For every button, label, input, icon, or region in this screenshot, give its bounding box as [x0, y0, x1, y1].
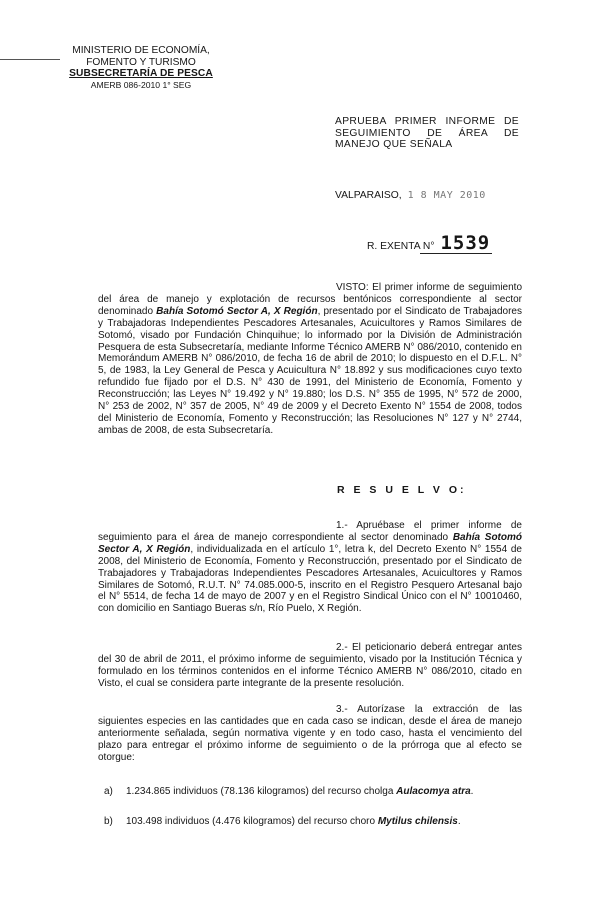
visto-sector: Bahía Sotomó Sector A, X Región — [156, 305, 318, 317]
item-text: 1.234.865 individuos (78.136 kilogramos) del recurso cholga — [126, 786, 397, 797]
item-label: a) — [104, 786, 113, 797]
item-end: . — [457, 816, 461, 827]
scan-artifact-line — [0, 59, 60, 60]
item-text: 103.498 individuos (4.476 kilogramos) del recurso choro — [126, 816, 378, 827]
city: VALPARAISO, — [335, 190, 402, 201]
date-stamp: 1 8 MAY 2010 — [407, 190, 486, 201]
item-end: . — [470, 786, 474, 797]
article-3-text: 3.- Autorízase la extracción de las siguientes especies en las cantidades que en cada caso se indican, desde el área de manejo anteriormente señalada, según normativa vigente y en todo caso, hasta el vencimiento del plazo para entregar el próximo informe de seguimiento o de la prórroga que al efecto se otorgue: — [98, 704, 522, 763]
visto-paragraph — [98, 282, 522, 437]
item-label: b) — [104, 816, 113, 827]
list-item — [104, 786, 473, 797]
letterhead — [56, 45, 226, 91]
visto-body: , presentado por el Sindicato de Trabajadores y Trabajadoras Independientes Pescadores Artesanales, Acuicultores y Ramos Similares de Sotomó, visado por Fundación Chinquihue; lo informado por la División de Administración Pesquera de esta Subsecretaría, mediante Informe Técnico AMERB N° 086/2010, contenido en Memorándum AMERB N° 086/2010, de fecha 16 de abril de 2010; lo dispuesto en el D.F.L. N° 5, de 1983, la Ley General de Pesca y Acuicultura N° 18.892 y sus modificaciones cuyo texto refundido fue fijado por el D.S. N° 430 de 1991, del Ministerio de Economía, Fomento y Reconstrucción; las Leyes N° 19.492 y N° 19.880; los D.S. N° 355 de 1995, N° 572 de 2000, N° 253 de 2002, N° 357 de 2005, N° 49 de 2009 y el Decreto Exento N° 1554 de 2008, todos del Ministerio de Economía, Fomento y Reconstrucción; las Resoluciones N° 127 y N° 2744, ambas de 2008, de esta Subsecretaría. — [98, 305, 522, 436]
article-1-lead: 1.- Apruébase el primer informe de seguimiento para el área de manejo correspondiente al sector denominado — [98, 520, 522, 543]
list-item — [104, 816, 461, 827]
article-1 — [98, 520, 522, 615]
article-1-sector: Bahía Sotomó Sector A, X Región — [98, 531, 522, 555]
resolution-label: R. EXENTA N° — [367, 241, 435, 252]
ministry-name-line1: MINISTERIO DE ECONOMÍA, — [72, 45, 210, 56]
article-3 — [98, 704, 522, 764]
resolution-subject: APRUEBA PRIMER INFORME DE SEGUIMIENTO DE ÁREA DE MANEJO QUE SEÑALA — [335, 116, 519, 151]
item-species: Mytilus chilensis — [377, 816, 458, 827]
item-species: Aulacomya atra — [396, 786, 471, 797]
resuelvo-heading: R E S U E L V O: — [337, 484, 467, 496]
article-2 — [98, 642, 522, 690]
article-1-body: , individualizada en el artículo 1°, letra k, del Decreto Exento N° 1554 de 2008, del Ministerio de Economía, Fomento y Reconstrucción, presentado por el Sindicato de Trabajadores y Trabajadoras Independientes Pescadores Artesanales, Acuicultores y Ramos Similares de Sotomó, R.U.T. N° 74.085.000-5, inscrito en el Registro Pesquero Artesanal bajo el N° 5514, de fecha 14 de mayo de 2007 y en el Registro Sindical Único con el N° 10010460, con domicilio en Santiago Bueras s/n, Río Puelo, X Región. — [98, 543, 522, 615]
subsecretaria-name: SUBSECRETARÍA DE PESCA — [69, 68, 213, 79]
resolution-number-line — [367, 232, 562, 254]
article-2-text: 2.- El peticionario deberá entregar antes del 30 de abril de 2011, el próximo informe de seguimiento, visado por la Institución Técnica y formulado en los términos contenidos en el informe Técnico AMERB N° 086/2010, citado en Visto, el cual se considera parte integrante de la presente resolución. — [98, 642, 522, 689]
ministry-name-line2: FOMENTO Y TURISMO — [86, 56, 196, 68]
date-line — [335, 190, 486, 201]
resolution-number: 1539 — [440, 232, 491, 254]
visto-lead: VISTO: El primer informe de seguimiento del área de manejo y explotación de recursos bentónicos correspondiente al sector denominado — [98, 282, 522, 317]
reference-code: AMERB 086-2010 1° SEG — [90, 79, 192, 90]
